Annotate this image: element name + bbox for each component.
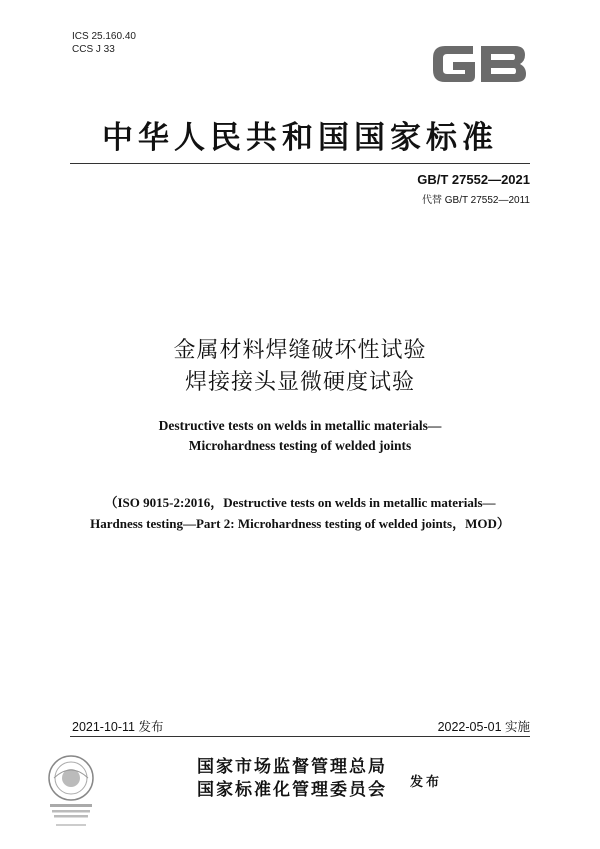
document-title-cn-line1: 金属材料焊缝破坏性试验 [173,338,427,363]
document-title-cn-line2: 焊接接头显微硬度试验 [184,370,415,395]
issuer-samr: 国家市场监督管理总局 [197,757,387,777]
iso-reference-line2: Hardness testing—Part 2: Microhardness testing of welded joints，MOD） [90,516,510,531]
gb-logo-icon [427,40,531,88]
national-standard-title: 中华人民共和国国家标准 [102,120,498,156]
anti-counterfeit-seal-icon [40,752,102,834]
ccs-code: CCS J 33 [72,44,115,55]
footer-divider [70,736,530,737]
replaces-standard: 代替 GB/T 27552—2011 [421,195,530,206]
ics-code: ICS 25.160.40 [72,31,136,42]
publication-date: 2021-10-11 发布 [72,720,164,734]
standard-number: GB/T 27552—2021 [417,172,530,187]
iso-reference-line1: （ISO 9015-2:2016，Destructive tests on welds in metallic materials— [104,495,496,510]
header-divider [70,163,530,164]
implementation-date: 2022-05-01 实施 [437,720,530,734]
issuer-sac: 国家标准化管理委员会 [197,780,387,800]
classification-codes [72,30,136,56]
document-title-en-line2: Microhardness testing of welded joints [188,438,412,453]
document-title-en-line1: Destructive tests on welds in metallic materials— [158,418,442,433]
issued-label: 发布 [410,775,443,790]
